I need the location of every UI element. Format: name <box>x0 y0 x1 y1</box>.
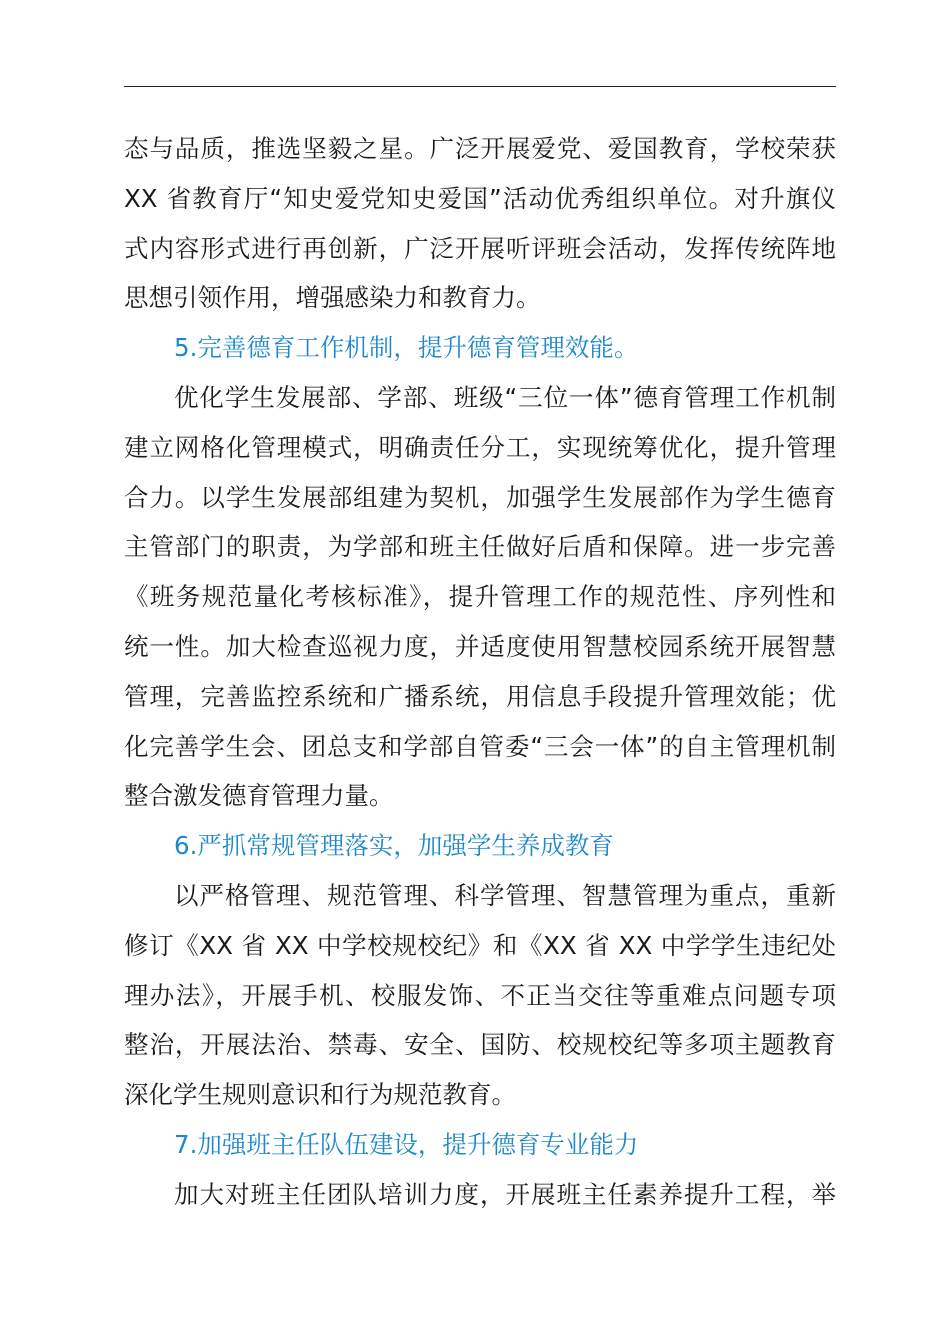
header-rule <box>124 86 836 87</box>
section-heading-5: 5.完善德育工作机制，提升德育管理效能。 <box>174 333 639 363</box>
body-line: 《班务规范量化考核标准》，提升管理工作的规范性、序列性和 <box>124 582 836 612</box>
body-line: 态与品质，推选坚毅之星。广泛开展爱党、爱国教育，学校荣获 <box>124 134 836 163</box>
body-line: 整治，开展法治、禁毒、安全、国防、校规校纪等多项主题教育 <box>124 1030 836 1060</box>
body-line: 建立网格化管理模式，明确责任分工，实现统筹优化，提升管理 <box>124 432 836 462</box>
section-heading-7: 7.加强班主任队伍建设，提升德育专业能力 <box>174 1129 639 1159</box>
section-heading-6: 6.严抓常规管理落实，加强学生养成教育 <box>174 831 614 861</box>
body-line: 理办法》，开展手机、校服发饰、不正当交往等重难点问题专项 <box>124 980 836 1010</box>
body-line: XX 省教育厅“知史爱党知史爱国”活动优秀组织单位。对升旗仪 <box>124 183 836 213</box>
document-body <box>124 124 836 1220</box>
body-line: 合力。以学生发展部组建为契机，加强学生发展部作为学生德育 <box>124 482 836 512</box>
body-line: 主管部门的职责，为学部和班主任做好后盾和保障。进一步完善 <box>124 532 836 562</box>
body-line: 思想引领作用，增强感染力和教育力。 <box>124 283 541 313</box>
body-line: 整合激发德育管理力量。 <box>124 781 394 811</box>
body-line: 加大对班主任团队培训力度，开展班主任素养提升工程，举 <box>174 1179 836 1209</box>
body-line: 深化学生规则意识和行为规范教育。 <box>124 1080 516 1110</box>
body-line: 管理，完善监控系统和广播系统，用信息手段提升管理效能；优 <box>124 681 836 711</box>
body-line: 优化学生发展部、学部、班级“三位一体”德育管理工作机制 <box>174 382 836 412</box>
body-line: 化完善学生会、团总支和学部自管委“三会一体”的自主管理机制 <box>124 731 836 761</box>
body-line: 修订《XX 省 XX 中学校规校纪》和《XX 省 XX 中学学生违纪处 <box>124 930 836 960</box>
body-line: 以严格管理、规范管理、科学管理、智慧管理为重点，重新 <box>174 880 836 910</box>
body-line: 统一性。加大检查巡视力度，并适度使用智慧校园系统开展智慧 <box>124 631 836 661</box>
body-line: 式内容形式进行再创新，广泛开展听评班会活动，发挥传统阵地 <box>124 233 836 263</box>
